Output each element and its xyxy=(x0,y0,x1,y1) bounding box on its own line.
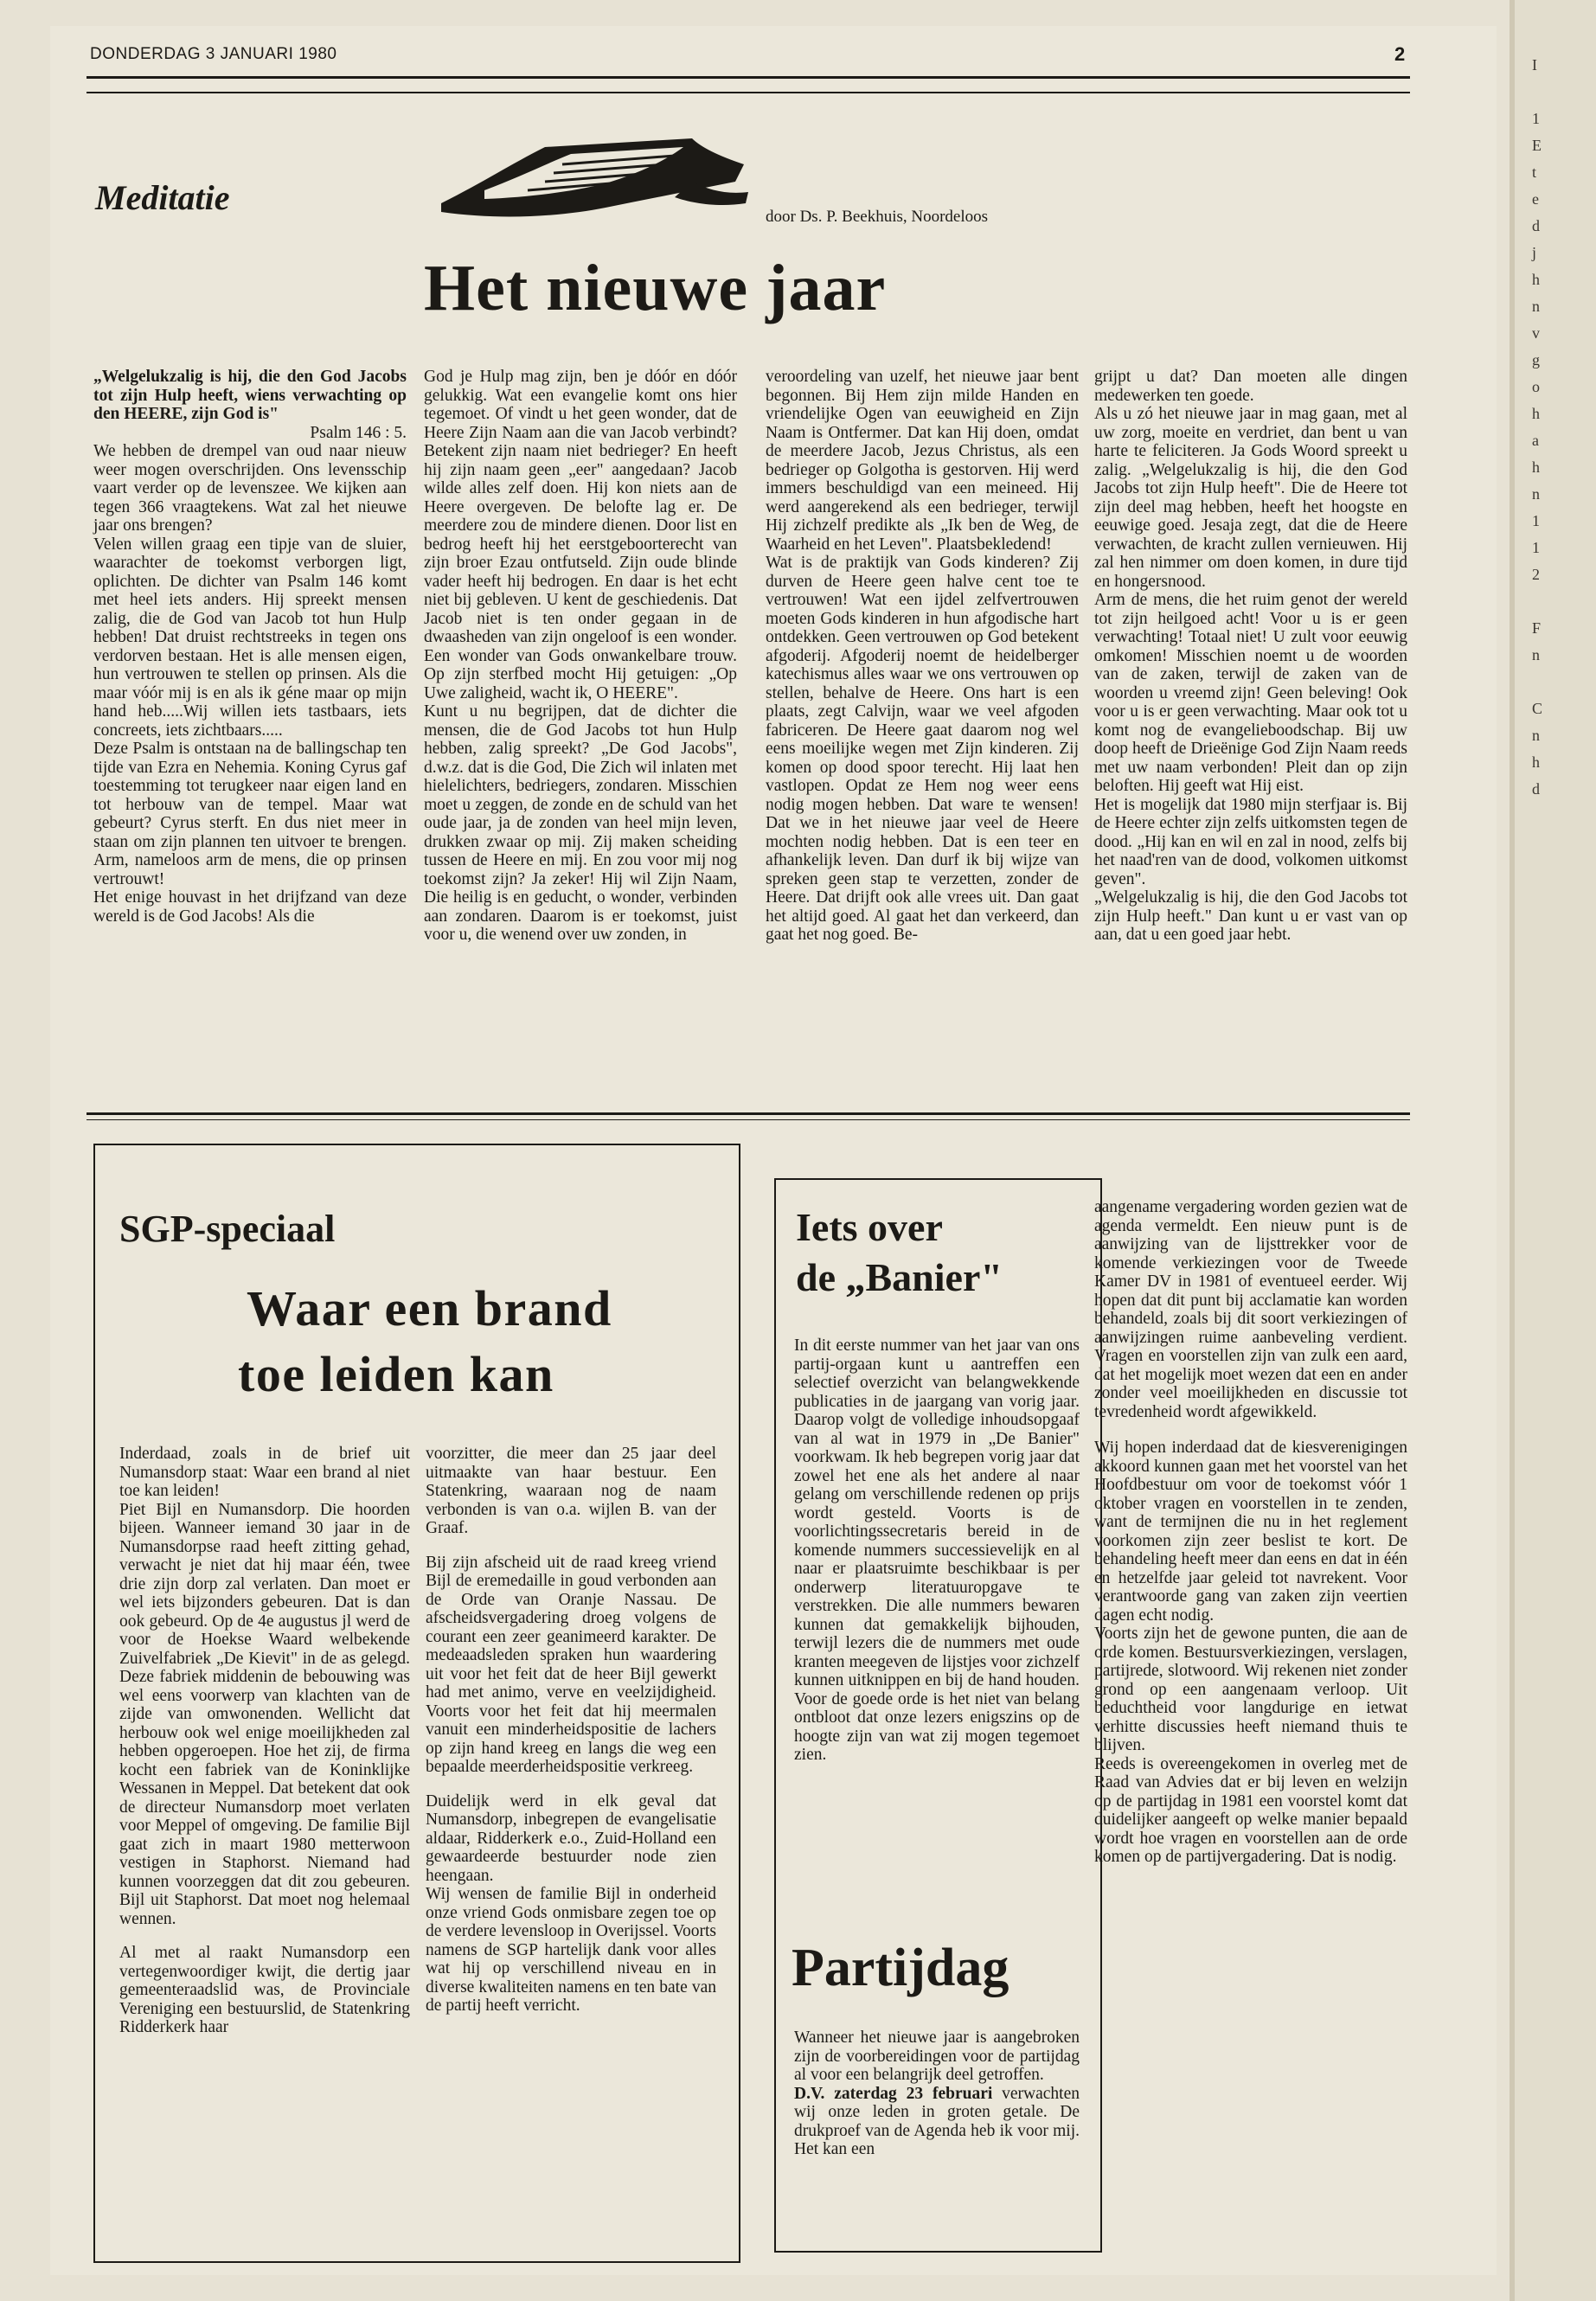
sgp-title-line: toe leiden kan xyxy=(238,1346,554,1402)
partijdag-date: D.V. zaterdag 23 februari xyxy=(794,2084,993,2103)
paragraph: We hebben de drempel van oud naar nieuw weer mogen overschrijden. Ons levensschip vaart verder op de levenszee. We kijken aan tegen 366 vraagtekens. Wat zal het nieuwe jaar ons brengen? xyxy=(93,442,407,535)
section-kicker-sgp: SGP-speciaal xyxy=(119,1208,336,1250)
paragraph xyxy=(794,2085,1080,2159)
section-kicker-meditatie: Meditatie xyxy=(95,178,230,217)
header-rule xyxy=(87,76,1410,79)
scripture-verse: „Welgelukzalig is hij, die den God Jacobs tot zijn Hulp heeft, wiens verwachting op den HEERE, zijn God is" xyxy=(93,368,407,423)
section-divider-thin xyxy=(87,1119,1410,1120)
paragraph: Kunt u nu begrijpen, dat de dichter die mensen, die de God Jacobs tot hun Hulp hebben, zalig spreekt? „De God Jacobs", d.w.z. dat is die God, Die Zich wil inlaten met hielelichters, bedriegers, zondaren. Misschien moet u zeggen, de zonde en de schuld van het oude jaar, ja de zonden van heel mijn leven, drukken zwaar op mij. Zij maken scheiding tussen de Heere en mij. En zou voor mij nog toekomst zijn? Ja zeker! Hij wil Zijn Naam, Die heilig is en geducht, o wonder, verbinden aan zondaren. Daarom is er toekomst, juist voor u, die wenend over uw zonden, in xyxy=(424,702,737,944)
paragraph: Duidelijk werd in elk geval dat Numansdorp, inbegrepen de evangelisatie aldaar, Ridderkerk e.o., Zuid-Holland een gewaardeerde bestuurder node zien heengaan. xyxy=(426,1791,716,1885)
paragraph: Wat is de praktijk van Gods kinderen? Zij durven de Heere geen halve cent toe te vertrouwen! Wat een ijdel zelfvertrouwen moeten Gods kinderen in hun afgodische hart ontdekken. Geen vertrouwen op God betekent afgoderij. Afgoderij noemt de heidelberger katechismus alles waar we ons vertrouwen op stellen, behalve de Heere. Ons hart is een plaats, zegt Calvijn, waar we veel afgoden fabriceren. De Heere gaat daarom nog wel eens moeilijke wegen met Zijn kinderen. Zij komen op dood spoor terecht. Hij laat hen vastlopen. Opdat ze Hem nog weer eens nodig mogen hebben. Dat ware te wensen! Dat we in het nieuwe jaar veel de Heere mochten nodig hebben. Dat is een teer en afhankelijk leven. Dan durf ik bij wijze van spreken geen stap te verzetten, zonder de Heere. Dat drijft ook alle vrees uit. Dan gaat het altijd goed. Al gaat het dan verkeerd, dan gaat het nog goed. Be- xyxy=(766,554,1079,944)
paragraph: Inderdaad, zoals in de brief uit Numansdorp staat: Waar een brand al niet toe kan leiden! xyxy=(119,1445,410,1500)
adjacent-page-edge xyxy=(1509,0,1596,2301)
paragraph: Wij hopen inderdaad dat de kiesverenigingen akkoord kunnen gaan met het voorstel van het Hoofdbestuur om voor de toekomst vóór 1 oktober vragen en voorstellen in te zenden, want de termijnen die nu in het reglement voorkomen zijn zeer beslist te kort. De behandeling heeft meer dan eens en dat in één en hetzelfde jaar geleid tot navrekent. Voor verantwoorde gang van zaken zijn veertien dagen echt nodig. xyxy=(1094,1439,1407,1625)
paragraph: Bij zijn afscheid uit de raad kreeg vriend Bijl de eremedaille in goud verbonden aan de Orde van Oranje Nassau. De afscheidsvergadering droeg volgens de courant een zeer geanimeerd karakter. De medeaadsleden spraken hun waardering uit voor het feit dat de heer Bijl gewerkt had met animo, verve en veelzijdigheid. Voorts voor het feit dat hij meermalen vanuit een minderheidspositie de lachers op zijn hand kreeg en langs die weg een bepaalde meerderheidspositie verkreeg. xyxy=(426,1553,716,1776)
paragraph: Wij wensen de familie Bijl in onderheid onze vriend Gods onmisbare zegen toe op de verdere levensloop in Overijssel. Voorts namens de SGP hartelijk dank voor alles wat hij op verschillend niveau en in diverse kwaliteiten namens en ten bate van de partij heeft verricht. xyxy=(426,1885,716,2015)
paragraph: God je Hulp mag zijn, ben je dóór en dóór gelukkig. Wat een evangelie komt ons hier tegemoet. Of vindt u het geen wonder, dat de Heere Zijn Naam aan die van Jacob verbindt? Betekent zijn naam niet bedrieger? En heeft hij zijn naam geen „eer" aangedaan? Jacob wilde alles zelf doen. Hij kon niets aan de Heere overgeven. De belofte lag er. De meerdere zou de mindere dienen. Door list en bedrog heeft hij het eerstgeboorterecht van zijn broer Ezau ontfutseld. Zijn oude blinde vader heeft hij bedrogen. En daar is het echt niet bij gebleven. U kent de geschiedenis. Dat Jacob niet is ten onder gegaan in de dwaasheden van zijn ongeloof is een wonder. Een wonder van Gods onwankelbare trouw. Op zijn sterfbed mocht Hij getuigen: „Op Uwe zaligheid, wacht ik, O HEERE". xyxy=(424,368,737,702)
page-number: 2 xyxy=(1394,43,1406,65)
adjacent-page-text: I 1 E t e d j h n v g o h a h n 1 1 2 F n C n h d xyxy=(1532,56,1543,798)
paragraph: Velen willen graag een tipje van de sluier, waarachter de toekomst verborgen ligt, oplichten. De dichter van Psalm 146 komt met heel iets anders. Hij spreekt mensen zalig, die de God van Jacob tot hun Hulp hebben! Dat druist rechtstreeks in tegen ons verdorven bestaan. Het is alle mensen eigen, hun vertrouwen te stellen op prinsen. Als die maar vóór mij is en als ik géne maar op mijn hand heb.....Wij willen iets tastbaars, iets concreets, iets zichtbaars..... xyxy=(93,535,407,740)
paragraph: voorzitter, die meer dan 25 jaar deel uitmaakte van haar bestuur. Een Statenkring, waaraan nog de naam verbonden is van o.a. wijlen B. van der Graaf. xyxy=(426,1445,716,1537)
meditatie-column-3 xyxy=(766,368,1079,945)
paragraph: Wanneer het nieuwe jaar is aangebroken zijn de voorbereidingen voor de partijdag al voor een belangrijk deel getroffen. xyxy=(794,2029,1080,2084)
paragraph: In dit eerste nummer van het jaar van ons partij-orgaan kunt u aantreffen een selectief overzicht van belangwekkende publicaties in de jaargang van vorig jaar. Daarop volgt de volledige inhoudsopgaaf van al wat in 1979 in „De Banier" voorkwam. Ik heb begrepen vorig jaar dat zowel het ene als het andere al naar gelang om verschillende redenen op prijs wordt gesteld. Voorts is de voorlichtingssecretaris bereid in de komende nummers successievelijk en al naar er plaatsruimte beschikbaar is per onderwerp literatuuropgave te verstrekken. Die alle nummers bewaren kunnen dat gemakkelijk bijhouden, terwijl lezers die de nummers met oude kranten meegeven de lijstjes voor zichzelf kunnen uitknippen en bij de hand houden. Voor de goede orde is het niet van belang ontbloot dat onze lezers enigszins op de hoogte zijn van wat zij mogen tegemoet zien. xyxy=(794,1336,1080,1764)
partijdag-text: verwachten wij onze leden in groten getale. De drukproef van de Agenda heb ik voor mij. Het kan een xyxy=(794,2084,1080,2158)
article-title: Het nieuwe jaar xyxy=(424,252,887,324)
scripture-reference: Psalm 146 : 5. xyxy=(310,423,407,442)
paragraph: aangename vergadering worden gezien wat de agenda vermeldt. Een nieuw punt is de aanwijzing van de lijsttrekker voor de komende verkiezingen voor de Tweede Kamer DV in 1981 of eventueel eerder. Wij hopen dat dit punt bij acclamatie kan worden behandeld, zoals bij dit soort verkiezingen of aanwijzingen ruime aanbeveling verdient. Vragen en voorstellen zijn van zulk een aard, dat het mogelijk moet wezen dat een en ander zonder veel moeilijkheden en discussie tot tevredenheid wordt afgewikkeld. xyxy=(1094,1198,1407,1421)
section-divider xyxy=(87,1112,1410,1115)
paragraph: Als u zó het nieuwe jaar in mag gaan, met al uw zorg, moeite en verdriet, dan bent u van harte te feliciteren. Ja Gods Woord spreekt u zalig. „Welgelukzalig is hij, die den God Jacobs tot zijn Hulp heeft". Die de Heere tot zijn deel mag hebben, heeft het hoogste en eeuwige goed. Jesaja zegt, dat die de Heere verwachten, de kracht zullen vernieuwen. Hij zal hen nimmer om doen komen, in dure tijd en hongersnood. xyxy=(1094,405,1407,591)
paragraph: Het enige houvast in het drijfzand van deze wereld is de God Jacobs! Als die xyxy=(93,888,407,926)
header-date: DONDERDAG 3 JANUARI 1980 xyxy=(90,45,337,63)
paragraph: Voorts zijn het de gewone punten, die aan de orde komen. Bestuursverkiezingen, verslagen, partijrede, slotwoord. Wij rekenen niet zonder grond op een aangenaam verloop. Uit beduchtheid voor langdurige en ietwat verhitte discussies heeft niemand thuis te blijven. xyxy=(1094,1625,1407,1754)
sgp-column-2 xyxy=(426,1445,716,2016)
sgp-column-1 xyxy=(119,1445,410,2037)
paragraph: Piet Bijl en Numansdorp. Die hoorden bijeen. Wanneer iemand 30 jaar in de Numansdorpse raad heeft zitting gehad, verwacht je niet dat hij maar één, twee drie zijn dorp zal verlaten. Dan moet er wel iets bijzonders gebeuren. Dat is dan ook gebeurd. Op de 4e augustus jl werd de voor de Hoekse Waard welbekende Zuivelfabriek „De Kievit" in de as gelegd. Deze fabriek middenin de bebouwing was wel eens voorwerp van klachten van de zijde van omwonenden. Wellicht dat herbouw ook wel enige moeilijkheden zal hebben opgeroepen. Hoe het zij, de firma kocht een fabriek van de Koninklijke Wessanen in Meppel. Dat betekent dat ook de directeur Numansdorp moet verlaten voor Meppel of omgeving. De familie Bijl gaat zich in maart 1980 metterwoon vestigen in Staphorst. Niemand had kunnen voorzeggen dat dit zou gebeuren. Bijl uit Staphorst. Dat moet nog helemaal wennen. xyxy=(119,1500,410,1928)
paragraph: Arm de mens, die het ruim genot der wereld tot zijn heilgoed acht! Voor u is er geen verwachting! Totaal niet! U zult voor eeuwig omkomen! Misschien noemt u de woorden van de zaken, terwijl de zaken van de woorden u vreemd zijn! Geen beleving! Ook voor u is er geen verwachting. Maar ook tot u komt nog de evangelieboodschap. Bij uw doop heeft de Drieënige God Zijn Naam reeds met uw naam verbonden! Pleit dan op zijn beloften. Hij geeft wat Hij eist. xyxy=(1094,591,1407,795)
banier-column-1 xyxy=(794,1336,1080,1765)
open-bible-icon xyxy=(433,130,753,225)
paragraph: grijpt u dat? Dan moeten alle dingen medewerken ten goede. xyxy=(1094,368,1407,405)
paragraph: Reeds is overeengekomen in overleg met de Raad van Advies dat er bij leven en welzijn op de partijdag in 1981 een voorstel komt dat duidelijker aangeeft op welke manier bepaald wordt hoe vragen en voorstellen aan de orde komen op de partijvergadering. Dat is nodig. xyxy=(1094,1754,1407,1866)
paragraph: Al met al raakt Numansdorp een vertegenwoordiger kwijt, die dertig jaar gemeenteraadslid was, de Provinciale Vereniging een bestuurslid, de Statenkring Ridderkerk haar xyxy=(119,1944,410,2036)
banier-title-line: de „Banier" xyxy=(796,1255,1003,1299)
paragraph: Deze Psalm is ontstaan na de ballingschap ten tijde van Ezra en Nehemia. Koning Cyrus gaf toestemming tot terugkeer naar eigen land en tot herbouw van de tempel. Maar wat gebeurt? Cyrus sterft. En dus niet meer in staan om zijn plannen ten uitvoer te brengen. Arm, nameloos arm de mens, die op prinsen vertrouwt! xyxy=(93,740,407,888)
paragraph: „Welgelukzalig is hij, die den God Jacobs tot zijn Hulp heeft." Dan kunt u er vast van op aan, dat u een goed jaar hebt. xyxy=(1094,888,1407,944)
paragraph: Het is mogelijk dat 1980 mijn sterfjaar is. Bij de Heere echter zijn zelfs uitkomsten tegen de dood. „Hij kan en wil en zal in nood, zelfs bij het naad'ren van de dood, volkomen uitkomst geven". xyxy=(1094,795,1407,888)
banier-title xyxy=(796,1202,1055,1303)
partijdag-column xyxy=(794,2029,1080,2159)
sgp-title xyxy=(238,1276,688,1407)
paragraph: veroordeling van uzelf, het nieuwe jaar bent begonnen. Bij Hem zijn milde Handen en vriendelijke Ogen van eeuwigheid en Zijn Naam is Ontfermer. Dat kan Hij doen, omdat de meerdere Jacob, Jezus Christus, als een bedrieger op Golgotha is gestorven. Hij werd immers beschuldigd van een meineed. Hij werd aangerekend als een bedrieger, terwijl Hij zichzelf predikte als „Ik ben de Weg, de Waarheid en het Leven". Plaatsbekledend! xyxy=(766,368,1079,554)
meditatie-column-1 xyxy=(93,368,407,926)
partijdag-title: Partijdag xyxy=(792,1939,1010,1997)
banier-title-line: Iets over xyxy=(796,1205,943,1249)
sgp-title-line: Waar een brand xyxy=(247,1280,612,1336)
header-rule-thin xyxy=(87,92,1410,93)
meditatie-column-2 xyxy=(424,368,737,945)
banier-column-2 xyxy=(1094,1198,1407,1867)
meditatie-column-4 xyxy=(1094,368,1407,945)
byline: door Ds. P. Beekhuis, Noordeloos xyxy=(766,208,989,226)
